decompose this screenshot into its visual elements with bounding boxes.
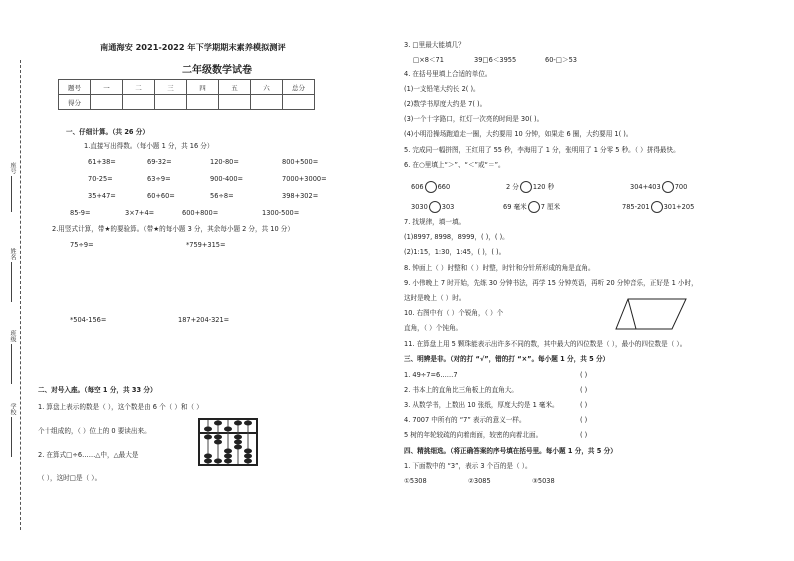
section-4-title: 四、精挑细选。（将正确答案的序号填在括号里。每小题 1 分，共 5 分） — [404, 447, 617, 455]
q10a: 10. 右图中有（ ）个锐角，（ ）个 — [404, 309, 504, 317]
compare-circle[interactable] — [662, 181, 674, 193]
q4-1: (1)一支铅笔大约长 2( )。 — [404, 85, 480, 93]
judge-item: 3. 从数学书，上数出 10 张纸，厚度大约是 1 毫米。 — [404, 401, 559, 409]
judge-item: 1. 49÷7=6……7 — [404, 371, 458, 379]
q4: 4. 在括号里填上合适的单位。 — [404, 70, 492, 78]
q11: 11. 在算盘上用 5 颗珠能表示出许多不同的数，其中最大的四位数是（ ），最小的四位数是（ ）。 — [404, 340, 687, 348]
score-cell: 得分 — [59, 95, 91, 110]
calc-item: 120-80= — [210, 158, 239, 166]
section-3-title: 三、明辨是非。（对的打 “√”，错的打 “×”。每小题 1 分，共 5 分） — [404, 355, 610, 363]
score-cell: 五 — [219, 80, 251, 95]
score-cell: 题号 — [59, 80, 91, 95]
calc-item: 3×7+4= — [125, 209, 155, 217]
score-input[interactable] — [283, 95, 315, 110]
score-table-header-row — [59, 80, 315, 95]
section-2-q2b: （ ），这时□是（ ）。 — [38, 474, 102, 482]
score-input[interactable] — [187, 95, 219, 110]
compare-item: 606 660 — [411, 183, 451, 191]
judge-blank[interactable]: ( ) — [580, 386, 588, 394]
judge-blank[interactable]: ( ) — [580, 371, 588, 379]
section-2-q2a: 2. 在算式□÷6……△中，△最大是 — [38, 451, 139, 459]
judge-blank[interactable]: ( ) — [580, 431, 588, 439]
name-label: 姓名 — [9, 248, 16, 260]
compare-circle[interactable] — [528, 201, 540, 213]
exam-subtitle: 二年级数学试卷 — [182, 65, 252, 76]
vertical-calc-1: 75÷9= — [70, 241, 94, 249]
q9b: 这时是晚上（ ）时。 — [404, 294, 466, 302]
class-label: 班级 — [9, 330, 16, 342]
q3-item: 39□6＜3955 — [474, 56, 517, 64]
s4-q1: 1. 下面数中的 “3”，表示 3 个百的是（ ）。 — [404, 462, 532, 470]
score-cell: 二 — [123, 80, 155, 95]
calc-item: 398+302= — [282, 192, 319, 200]
section-1-q2: 2.用竖式计算，带★的要验算。（带★的每小题 3 分，其余每小题 2 分，共 10 分） — [52, 225, 294, 233]
binding-line — [20, 60, 21, 530]
score-cell: 一 — [91, 80, 123, 95]
compare-item: 3030 303 — [411, 203, 455, 211]
abacus-image — [198, 418, 258, 466]
seat-label: 座号 — [9, 162, 16, 174]
section-2-q1a: 1. 算盘上表示的数是（ ），这个数是由 6 个（ ）和（ ） — [38, 403, 203, 411]
score-input[interactable] — [251, 95, 283, 110]
class-line — [11, 344, 12, 384]
option: ③5038 — [532, 477, 555, 485]
judge-blank[interactable]: ( ) — [580, 401, 588, 409]
compare-item: 69 毫米 7 厘米 — [503, 203, 561, 211]
score-table-score-row — [59, 95, 315, 110]
calc-item: 35+47= — [88, 192, 116, 200]
q8: 8. 钟面上（ ）时整和（ ）时整，时针和分针所形成的角是直角。 — [404, 264, 595, 272]
vertical-calc-4: 187+204-321= — [178, 316, 230, 324]
q3-item: □×8＜71 — [413, 56, 444, 64]
q10b: 直角，（ ）个钝角。 — [404, 324, 463, 332]
calc-item: 600+800= — [182, 209, 219, 217]
judge-blank[interactable]: ( ) — [580, 416, 588, 424]
section-2-q1b: 个十组成的，（ ）位上的 0 要读出来。 — [38, 427, 151, 435]
compare-item: 304+403 700 — [630, 183, 688, 191]
q7: 7. 找规律，填一填。 — [404, 218, 466, 226]
parallelogram-figure — [614, 297, 688, 331]
school-label: 学校 — [9, 403, 16, 415]
calc-item: 56÷8= — [210, 192, 234, 200]
judge-item: 2. 书本上的直角比三角板上的直角大。 — [404, 386, 518, 394]
score-input[interactable] — [155, 95, 187, 110]
score-input[interactable] — [219, 95, 251, 110]
section-1-title: 一、仔细计算。（共 26 分） — [66, 128, 149, 136]
compare-circle[interactable] — [425, 181, 437, 193]
school-line — [11, 417, 12, 457]
score-cell: 三 — [155, 80, 187, 95]
judge-item: 4. 7007 中所有的 “7” 表示的意义一样。 — [404, 416, 526, 424]
score-input[interactable] — [123, 95, 155, 110]
q4-2: (2)数学书厚度大约是 7( )。 — [404, 100, 487, 108]
calc-item: 85-9= — [70, 209, 91, 217]
score-input[interactable] — [91, 95, 123, 110]
q3-item: 60-□＞53 — [545, 56, 577, 64]
compare-item: 785-201 301+205 — [622, 203, 695, 211]
q5: 5. 完成同一幅拼图，王红用了 55 秒，李海用了 1 分，张明用了 1 分零 5 秒。（ ）拼得最快。 — [404, 146, 680, 154]
compare-circle[interactable] — [651, 201, 663, 213]
calc-item: 7000+3000= — [282, 175, 327, 183]
q7-1: (1)8997, 8998，8999，( )，( )。 — [404, 233, 509, 241]
calc-item: 63÷9= — [147, 175, 171, 183]
section-2-title: 二、对号入座。（每空 1 分，共 33 分） — [38, 386, 157, 394]
q6: 6. 在○里填上“＞”、“＜”或“＝”。 — [404, 161, 505, 169]
q4-3: (3)一个十字路口，红灯一次亮的时间是 30( )。 — [404, 115, 544, 123]
compare-item: 2 分 120 秒 — [506, 183, 555, 191]
score-table — [58, 79, 315, 110]
calc-item: 61+38= — [88, 158, 116, 166]
seat-line — [11, 176, 12, 212]
calc-item: 800+500= — [282, 158, 319, 166]
score-cell: 总分 — [283, 80, 315, 95]
section-1-q1: 1.直接写出得数。（每小题 1 分，共 16 分） — [84, 142, 214, 150]
q7-2: (2)1:15，1:30，1:45，( )，( )。 — [404, 248, 506, 256]
calc-item: 69-32= — [147, 158, 172, 166]
judge-item: 5 树的年轮较疏的向着南面，较密的向着北面。 — [404, 431, 543, 439]
score-cell: 六 — [251, 80, 283, 95]
exam-title: 南通海安 2021-2022 年下学期期末素养模拟测评 — [100, 42, 286, 52]
option: ②3085 — [468, 477, 491, 485]
q3: 3. □里最大能填几？ — [404, 41, 465, 49]
calc-item: 900-400= — [210, 175, 244, 183]
vertical-calc-2: *759+315= — [186, 241, 226, 249]
q9a: 9. 小伟晚上 7 时开始，先练 30 分钟书法，再学 15 分钟英语，再听 20 分钟音乐，正好是 1 小时， — [404, 279, 698, 287]
compare-circle[interactable] — [520, 181, 532, 193]
vertical-calc-3: *504-156= — [70, 316, 107, 324]
calc-item: 60+60= — [147, 192, 175, 200]
option: ①5308 — [404, 477, 427, 485]
name-line — [11, 262, 12, 302]
calc-item: 1300-500= — [262, 209, 300, 217]
calc-item: 70-25= — [88, 175, 113, 183]
q4-4: (4)小明沿操场跑道走一圈，大约要用 10 分钟，如果走 6 圈，大约要用 1( )。 — [404, 130, 633, 138]
compare-circle[interactable] — [429, 201, 441, 213]
score-cell: 四 — [187, 80, 219, 95]
